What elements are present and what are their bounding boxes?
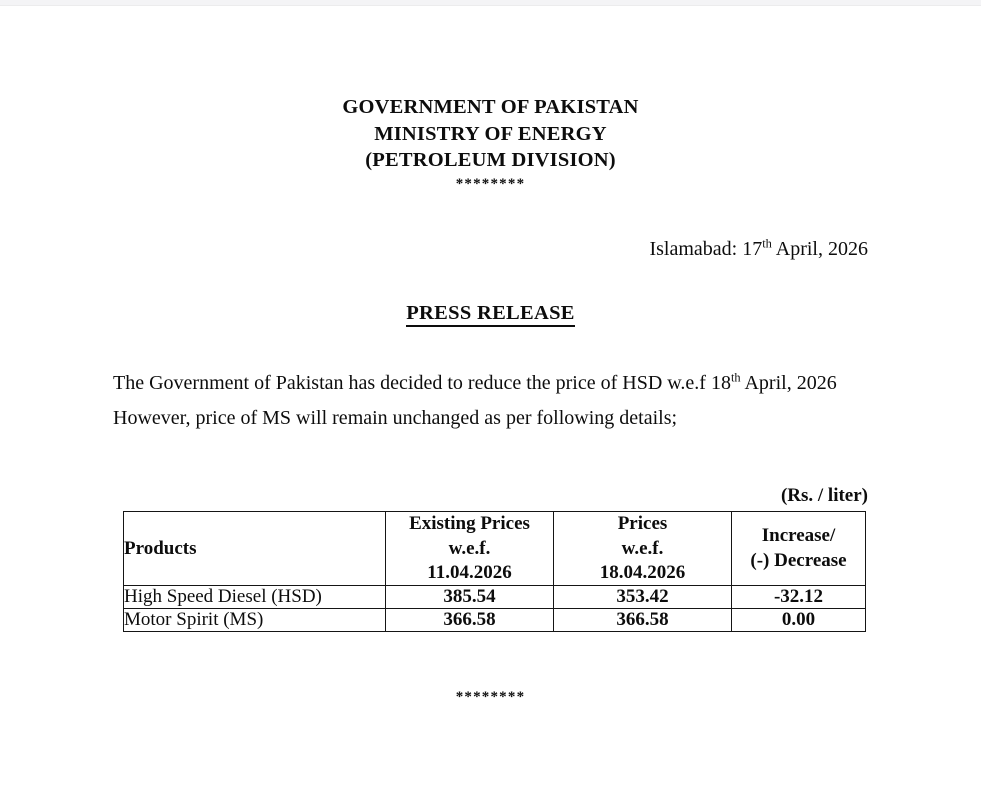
table-header-existing-line2: w.e.f.: [448, 537, 491, 559]
footer-separator: ********: [455, 689, 526, 706]
dateline-ordinal-suffix: th: [762, 236, 772, 251]
row-change-value: -32.12: [732, 586, 866, 609]
table-header-change-line2: (-) Decrease: [750, 549, 847, 571]
body-copy: [0, 366, 981, 435]
table-header-change: [732, 512, 866, 586]
row-new-price: 366.58: [554, 609, 732, 632]
table-header-new-line3: 18.04.2026: [599, 561, 686, 583]
table-header-products: Products: [124, 512, 386, 586]
dateline-month-year: April, 2026: [771, 238, 868, 261]
letterhead-separator: ********: [455, 175, 526, 192]
row-new-price: 353.42: [554, 586, 732, 609]
row-product-name: Motor Spirit (MS): [124, 609, 386, 632]
letterhead-government: GOVERNMENT OF PAKISTAN: [342, 96, 639, 118]
row-existing-price: 385.54: [386, 586, 554, 609]
body-para1-before: The Government of Pakistan has decided to reduce the price of HSD w.e.f: [113, 372, 711, 395]
body-paragraph-1: [113, 366, 868, 400]
press-release-heading: [0, 302, 981, 325]
table-row: [124, 586, 866, 609]
body-para1-ordinal-suffix: th: [730, 370, 741, 385]
table-header-existing-prices: [386, 512, 554, 586]
price-table: [123, 511, 866, 632]
table-header-row: [124, 512, 866, 586]
body-para1-day: 18: [710, 372, 731, 395]
table-header-new-prices: [554, 512, 732, 586]
row-product-name: High Speed Diesel (HSD): [124, 586, 386, 609]
dateline-city: Islamabad:: [649, 238, 743, 261]
table-header-new-line1: Prices: [617, 513, 668, 535]
row-existing-price: 366.58: [386, 609, 554, 632]
press-release-title: PRESS RELEASE: [406, 302, 575, 327]
row-change-value: 0.00: [732, 609, 866, 632]
dateline-day: 17: [742, 238, 763, 261]
table-unit-label: (Rs. / liter): [780, 485, 868, 507]
table-header-existing-line3: 11.04.2026: [427, 561, 512, 583]
letterhead: [0, 94, 981, 192]
body-para1-after: April, 2026: [740, 372, 837, 395]
body-paragraph-2: However, price of MS will remain unchanged as per following details;: [113, 406, 678, 429]
table-header-new-line2: w.e.f.: [621, 537, 664, 559]
dateline: [0, 238, 981, 261]
table-header-change-line1: Increase/: [761, 525, 836, 547]
letterhead-ministry: MINISTRY OF ENERGY: [374, 122, 607, 145]
table-header-existing-line1: Existing Prices: [409, 513, 530, 535]
table-row: [124, 609, 866, 632]
document-page: [0, 6, 981, 803]
letterhead-division: (PETROLEUM DIVISION): [365, 149, 616, 172]
